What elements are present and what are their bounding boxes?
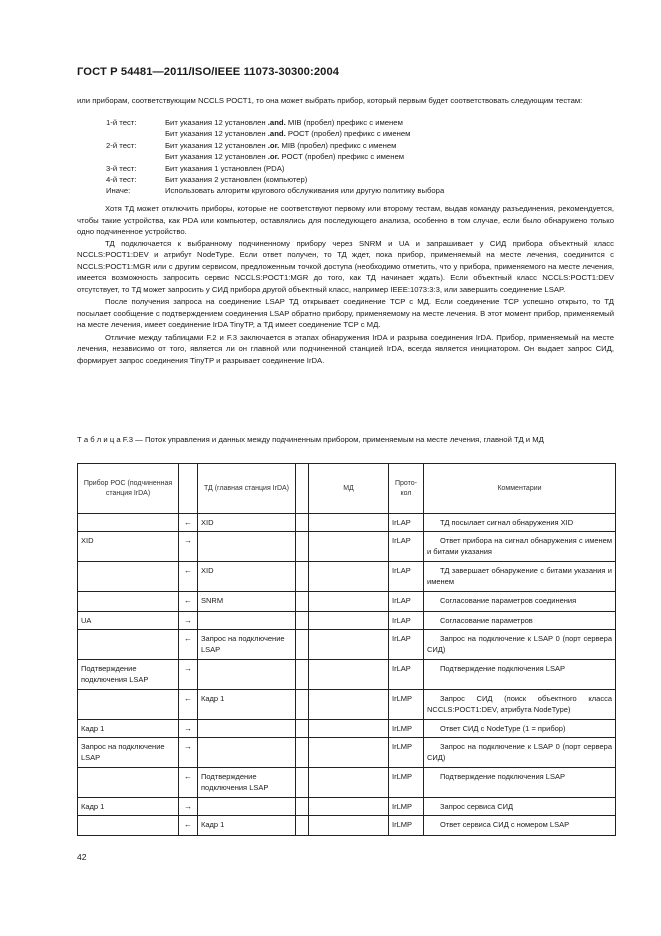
cell-comment: Согласование параметров <box>424 612 616 630</box>
cell-md <box>309 514 389 532</box>
cell-comment: ТД посылает сигнал обнаружения XID <box>424 514 616 532</box>
body-paragraphs <box>77 203 614 366</box>
cell-arrow-2 <box>296 630 309 660</box>
header-comments: Комментарии <box>424 464 616 514</box>
test-text: Бит указания 2 установлен (компьютер) <box>165 175 308 185</box>
cell-arrow-2 <box>296 720 309 738</box>
test-row <box>77 174 444 185</box>
cell-arrow-2 <box>296 738 309 768</box>
test-label <box>77 151 165 162</box>
cell-comment: Запрос на подключение к LSAP 0 (порт сервера СИД) <box>424 630 616 660</box>
cell-protocol: IrLAP <box>389 660 424 690</box>
test-list <box>77 117 444 197</box>
header-arrow-2 <box>296 464 309 514</box>
cell-protocol: IrLMP <box>389 768 424 798</box>
intro-paragraph <box>77 95 614 107</box>
cell-protocol: IrLMP <box>389 690 424 720</box>
table-row <box>78 816 616 836</box>
paragraph-connection: ТД подключается к выбранному подчиненному прибору через SNRM и UA и запрашивает у СИД прибора объектный класс NCCLS:POCT1:DEV и атрибут NodeType. Если ответ получен, то ТД ждет, пока прибор, применяемый на месте лечения, соединится с NCCLS:POCT1:MGR или с другим сервисом, предложенным точкой доступа (необходимо отметить, что у прибора, применяемого на месте лечения, имеется возможность запросить сервис NCCLS:POCT1:MGR до того, как ТД начинает ждать). Если объектный класс NCCLS:POCT1:DEV отсутствует, то ТД может запросить у СИД прибора другой объектный класс, например IEEE:1073:3:3, или завершить соединение LSAP. <box>77 238 614 294</box>
paragraph-tcp: После получения запроса на соединение LSAP ТД открывает соединение TCP с МД. Если соединение TCP успешно открыто, то ТД посылает сообщение с подтверждением соединения LSAP обратно прибору, применяемому на месте лечения. В этот момент прибор, применяемый на месте лечения, имеет соединение IrDA TinyTP, а ТД имеет соединение TCP с МД. <box>77 297 614 329</box>
cell-md <box>309 798 389 816</box>
test-text: Бит указания 12 установлен .and. MIB (пробел) префикс с именем <box>165 118 403 127</box>
cell-protocol: IrLMP <box>389 738 424 768</box>
test-label <box>77 128 165 139</box>
test-label: 3-й тест: <box>106 163 137 173</box>
test-row <box>77 140 444 151</box>
cell-md <box>309 720 389 738</box>
test-text: Бит указания 12 установлен .or. MIB (пробел) префикс с именем <box>165 140 397 150</box>
paragraph-differences: Отличие между таблицами F.2 и F.3 заключается в этапах обнаружения IrDA и разрыва соединения IrDA. Прибор, применяемый на месте лечения, независимо от того, является ли он главной или подчиненной станцией IrDA, всегда является инициатором. Он выдает запрос СИД, формирует запрос соединения TinyTP и разрывает соединение IrDA. <box>77 332 614 365</box>
cell-protocol: IrLMP <box>389 720 424 738</box>
right-arrow-icon: → <box>179 798 198 816</box>
table-row <box>78 514 616 532</box>
cell-comment: Запрос на подключение к LSAP 0 (порт сервера СИД) <box>424 738 616 768</box>
cell-td <box>198 798 296 816</box>
cell-poc <box>78 514 179 532</box>
paragraph-disconnect: Хотя ТД может отключить приборы, которые не соответствуют первому или второму тестам, выдав команду разъединения, рекомендуется, чтобы такие устройства, как PDA или компьютер, оставлялись для последующего анализа, особенно в том случае, если было обнаружено только одно подчиненное устройство. <box>77 204 614 236</box>
table-row <box>78 798 616 816</box>
left-arrow-icon: ← <box>179 562 198 592</box>
cell-td: Кадр 1 <box>198 816 296 836</box>
header-protocol: Прото-кол <box>389 464 424 514</box>
cell-poc <box>78 690 179 720</box>
table-caption: Т а б л и ц а F.3 — Поток управления и данных между подчиненным прибором, применяемым на месте лечения, главной ТД и МД <box>77 435 544 444</box>
cell-md <box>309 612 389 630</box>
cell-md <box>309 816 389 836</box>
cell-poc: Подтверждение подключения LSAP <box>78 660 179 690</box>
test-row <box>77 128 444 139</box>
cell-poc <box>78 592 179 612</box>
cell-arrow-2 <box>296 768 309 798</box>
left-arrow-icon: ← <box>179 630 198 660</box>
cell-poc <box>78 768 179 798</box>
left-arrow-icon: ← <box>179 816 198 836</box>
cell-comment: Согласование параметров соединения <box>424 592 616 612</box>
header-md: МД <box>309 464 389 514</box>
table-row <box>78 768 616 798</box>
header-td: ТД (главная станция IrDA) <box>198 464 296 514</box>
cell-td: XID <box>198 562 296 592</box>
test-label: 2-й тест: <box>106 140 137 150</box>
cell-td: Подтверждение подключения LSAP <box>198 768 296 798</box>
cell-arrow-2 <box>296 798 309 816</box>
cell-comment: ТД завершает обнаружение с битами указания и именем <box>424 562 616 592</box>
cell-comment: Ответ сервиса СИД с номером LSAP <box>424 816 616 836</box>
table-row <box>78 738 616 768</box>
cell-poc: UA <box>78 612 179 630</box>
cell-poc <box>78 562 179 592</box>
table-header-row <box>78 464 616 514</box>
cell-td: SNRM <box>198 592 296 612</box>
cell-md <box>309 630 389 660</box>
right-arrow-icon: → <box>179 738 198 768</box>
cell-arrow-2 <box>296 562 309 592</box>
left-arrow-icon: ← <box>179 514 198 532</box>
cell-protocol: IrLMP <box>389 798 424 816</box>
page-number: 42 <box>77 852 87 862</box>
cell-md <box>309 562 389 592</box>
test-row <box>77 117 444 128</box>
cell-protocol: IrLAP <box>389 532 424 562</box>
table-row <box>78 532 616 562</box>
cell-arrow-2 <box>296 612 309 630</box>
cell-arrow-2 <box>296 660 309 690</box>
cell-td: XID <box>198 514 296 532</box>
test-label: 1-й тест: <box>106 118 137 127</box>
right-arrow-icon: → <box>179 612 198 630</box>
cell-comment: Подтверждение подключения LSAP <box>424 660 616 690</box>
test-text: Бит указания 12 установлен .or. POCT (пробел) префикс с именем <box>165 152 405 162</box>
cell-arrow-2 <box>296 532 309 562</box>
cell-arrow-2 <box>296 690 309 720</box>
test-row <box>77 185 444 196</box>
cell-md <box>309 592 389 612</box>
left-arrow-icon: ← <box>179 768 198 798</box>
cell-comment: Запрос сервиса СИД <box>424 798 616 816</box>
cell-td <box>198 660 296 690</box>
cell-md <box>309 738 389 768</box>
intro-text: или приборам, соответствующим NCCLS POCT1, то она может выбрать прибор, который первым будет соответствовать следующим тестам: <box>77 96 583 105</box>
cell-protocol: IrLAP <box>389 592 424 612</box>
cell-td <box>198 720 296 738</box>
cell-comment: Подтверждение подключения LSAP <box>424 768 616 798</box>
table-row <box>78 562 616 592</box>
cell-comment: Ответ СИД с NodeType (1 = прибор) <box>424 720 616 738</box>
table-row <box>78 630 616 660</box>
cell-md <box>309 690 389 720</box>
cell-protocol: IrLAP <box>389 630 424 660</box>
left-arrow-icon: ← <box>179 690 198 720</box>
test-text: Бит указания 1 установлен (PDA) <box>165 163 285 173</box>
cell-poc: Кадр 1 <box>78 720 179 738</box>
cell-arrow-2 <box>296 816 309 836</box>
cell-poc: XID <box>78 532 179 562</box>
table-row <box>78 612 616 630</box>
document-header-title: ГОСТ Р 54481—2011/ISO/IEEE 11073-30300:2004 <box>77 66 340 78</box>
cell-poc <box>78 630 179 660</box>
cell-comment: Ответ прибора на сигнал обнаружения с именем и битами указания <box>424 532 616 562</box>
test-label: 4-й тест: <box>106 175 137 185</box>
cell-poc: Кадр 1 <box>78 798 179 816</box>
header-arrow-1 <box>179 464 198 514</box>
cell-protocol: IrLAP <box>389 612 424 630</box>
cell-td <box>198 738 296 768</box>
cell-md <box>309 768 389 798</box>
test-row <box>77 151 444 162</box>
table-row <box>78 592 616 612</box>
cell-protocol: IrLAP <box>389 562 424 592</box>
cell-protocol: IrLAP <box>389 514 424 532</box>
cell-arrow-2 <box>296 514 309 532</box>
table-row <box>78 690 616 720</box>
cell-td <box>198 612 296 630</box>
cell-td <box>198 532 296 562</box>
table-row <box>78 720 616 738</box>
cell-td: Запрос на подключение LSAP <box>198 630 296 660</box>
left-arrow-icon: ← <box>179 592 198 612</box>
test-text: Использовать алгоритм кругового обслуживания или другую политику выбора <box>165 186 445 196</box>
test-row <box>77 163 444 174</box>
header-poc: Прибор POC (подчиненная станция IrDA) <box>78 464 179 514</box>
cell-arrow-2 <box>296 592 309 612</box>
cell-md <box>309 660 389 690</box>
cell-poc: Запрос на подключение LSAP <box>78 738 179 768</box>
test-text: Бит указания 12 установлен .and. POCT (пробел) префикс с именем <box>165 129 411 139</box>
cell-td: Кадр 1 <box>198 690 296 720</box>
cell-comment: Запрос СИД (поиск объектного класса NCCLS:POCT1:DEV, атрибута NodeType) <box>424 690 616 720</box>
right-arrow-icon: → <box>179 660 198 690</box>
right-arrow-icon: → <box>179 720 198 738</box>
cell-md <box>309 532 389 562</box>
flow-table <box>77 463 616 836</box>
right-arrow-icon: → <box>179 532 198 562</box>
cell-protocol: IrLMP <box>389 816 424 836</box>
table-row <box>78 660 616 690</box>
test-label: Иначе: <box>106 186 131 196</box>
cell-poc <box>78 816 179 836</box>
